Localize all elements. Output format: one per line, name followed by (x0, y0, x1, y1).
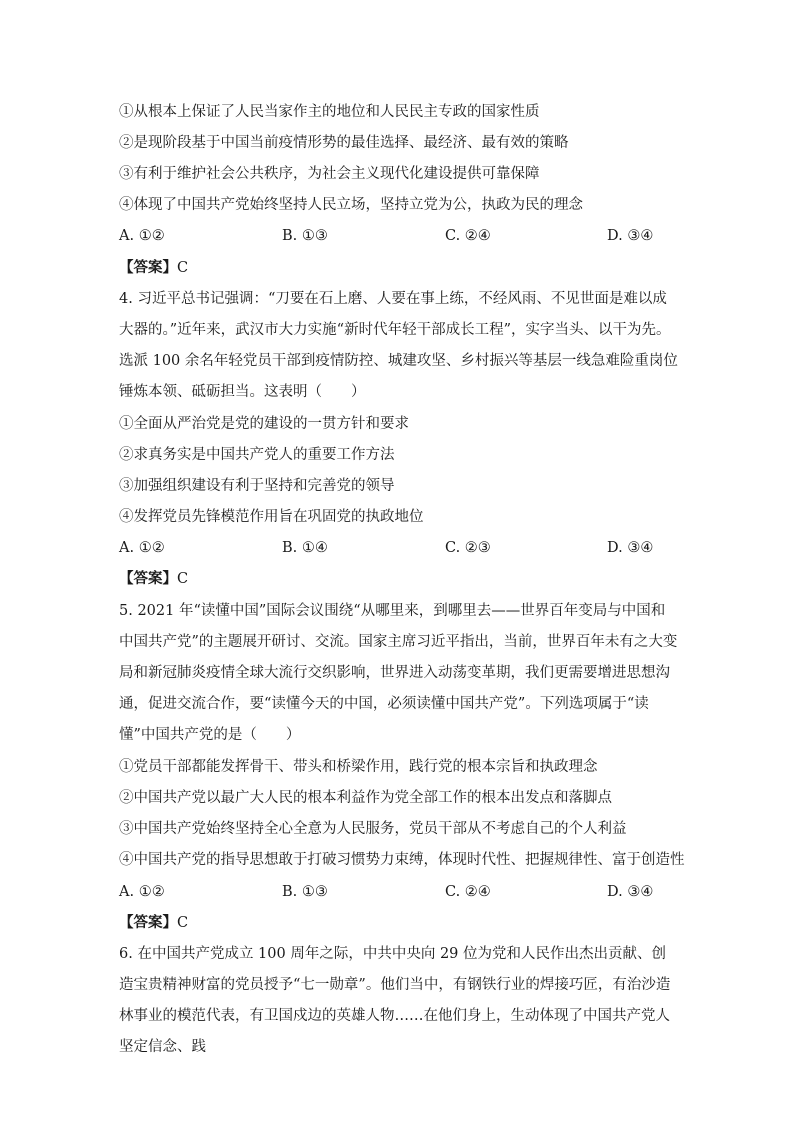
q4-item-3: ③加强组织建设有利于坚持和完善党的领导 (119, 478, 395, 494)
q5-item-1: ①党员干部都能发挥骨干、带头和桥梁作用，践行党的根本宗旨和执政理念 (119, 759, 598, 775)
q3-option-d[interactable]: D. ③④ (607, 228, 654, 244)
q5-stem: 5. 2021 年“读懂中国”国际会议围绕“从哪里来，到哪里去——世界百年变局与中国和中国共产党”的主题展开研讨、交流。国家主席习近平指出，当前，世界百年未有之大变局和新冠肺炎疫情全球大流行交织影响，世界进入动荡变革期，我们更需要增进思想沟通，促进交流合作，要“读懂今天的中国，必须读懂中国共产党”。下列选项属于“读懂”中国共产党的是（ ） (119, 603, 678, 743)
q4-option-a[interactable]: A. ①② (119, 540, 165, 556)
q3-item-3: ③有利于维护社会公共秩序，为社会主义现代化建设提供可靠保障 (119, 166, 540, 182)
q5-option-c[interactable]: C. ②④ (445, 884, 491, 900)
q4-answer-tag: 【答案】 (119, 570, 177, 587)
q3-option-c[interactable]: C. ②④ (445, 228, 491, 244)
q4-option-b[interactable]: B. ①④ (282, 540, 328, 556)
q4-option-d[interactable]: D. ③④ (607, 540, 654, 556)
q4-item-1: ①全面从严治党是党的建设的一贯方针和要求 (119, 416, 409, 432)
q4-item-2: ②求真务实是中国共产党人的重要工作方法 (119, 447, 395, 463)
q3-answer (119, 258, 188, 278)
q5-answer (119, 913, 188, 933)
q3-option-b[interactable]: B. ①③ (282, 228, 328, 244)
q3-item-2: ②是现阶段基于中国当前疫情形势的最佳选择、最经济、最有效的策略 (119, 135, 569, 151)
q6-stem: 6. 在中国共产党成立 100 周年之际，中共中央向 29 位为党和人民作出杰出贡献、创造宝贵精神财富的党员授予“七一勋章”。他们当中，有钢铁行业的焊接巧匠，有治沙造林事业的模范代表，有卫国戍边的英雄人物……在他们身上，生动体现了中国共产党人坚定信念、践 (119, 946, 671, 1055)
q5-item-3: ③中国共产党始终坚持全心全意为人民服务，党员干部从不考虑自己的个人利益 (119, 821, 627, 837)
q4-options (119, 538, 679, 558)
q4-stem: 4. 习近平总书记强调：“刀要在石上磨、人要在事上练，不经风雨、不见世面是难以成大器的。”近年来，武汉市大力实施“新时代年轻干部成长工程”，实字当头、以干为先。选派 100 余名年轻党员干部到疫情防控、城建攻坚、乡村振兴等基层一线急难险重岗位锤炼本领、砥砺担当。这表明（ ） (119, 291, 678, 400)
q4-option-c[interactable]: C. ②③ (445, 540, 491, 556)
q5-answer-tag: 【答案】 (119, 914, 177, 931)
q5-option-b[interactable]: B. ①③ (282, 884, 328, 900)
q3-answer-value: C (177, 260, 189, 276)
q3-option-a[interactable]: A. ①② (119, 228, 165, 244)
q4-answer (119, 569, 188, 589)
q4-answer-value: C (177, 571, 189, 587)
q5-option-a[interactable]: A. ①② (119, 884, 165, 900)
q5-option-d[interactable]: D. ③④ (607, 884, 654, 900)
q5-item-2: ②中国共产党以最广大人民的根本利益作为党全部工作的根本出发点和落脚点 (119, 790, 612, 806)
q4-item-4: ④发挥党员先锋模范作用旨在巩固党的执政地位 (119, 509, 424, 525)
q3-item-4: ④体现了中国共产党始终坚持人民立场，坚持立党为公，执政为民的理念 (119, 197, 583, 213)
q5-item-4: ④中国共产党的指导思想敢于打破习惯势力束缚，体现时代性、把握规律性、富于创造性 (119, 852, 685, 868)
q3-answer-tag: 【答案】 (119, 259, 177, 276)
q3-options (119, 226, 679, 246)
q5-answer-value: C (177, 915, 189, 931)
q5-options (119, 882, 679, 902)
q3-item-1: ①从根本上保证了人民当家作主的地位和人民民主专政的国家性质 (119, 104, 540, 120)
